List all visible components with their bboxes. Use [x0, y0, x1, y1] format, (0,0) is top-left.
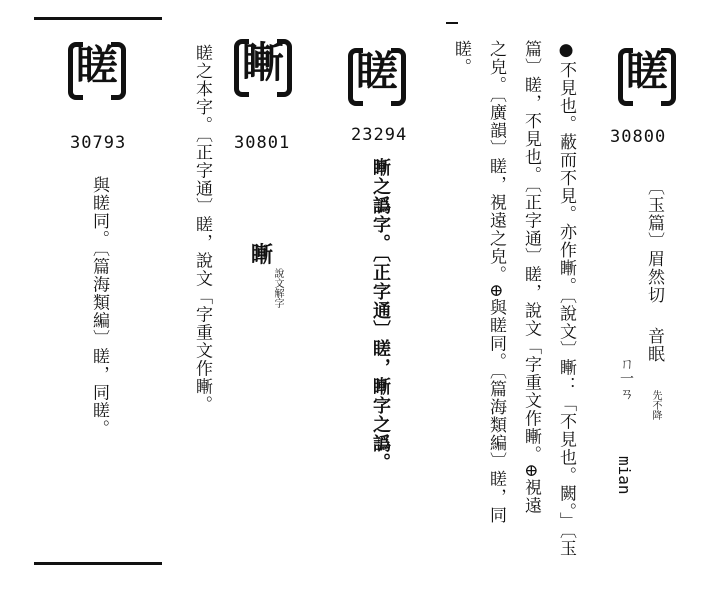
separator-dash — [446, 22, 458, 24]
entry-heading — [68, 38, 126, 94]
bottom-rule — [34, 562, 162, 565]
entry-heading — [348, 44, 406, 100]
entry-main-column: 與䁟同。〔篇海類編〕䁟，同䁟。 — [89, 176, 109, 438]
entry-main-column: 之皃。〔廣韻〕䁟，視遠之皃。⊕與䁟同。〔篇海類編〕䁟，同 — [486, 40, 506, 525]
pronunciation: 音眠 — [644, 327, 664, 363]
reading-note: 先不降 — [650, 390, 661, 420]
entry-heading — [618, 44, 676, 100]
entry-number: 30801 — [234, 133, 291, 153]
seal-source-note: 說文解字 — [272, 268, 283, 308]
heading-char: 䁪 — [241, 38, 284, 87]
entry-main-column: 䁪之譌字。〔正字通〕䁟，䁪字之譌。 — [370, 158, 391, 472]
romanization: mian — [615, 456, 634, 495]
heading-char: 䁟 — [625, 47, 668, 96]
entry-main-column: 䁟。 — [451, 40, 471, 76]
zhuyin: ㄇ一ㄢ — [618, 356, 634, 401]
seal-script-char: 䁪 — [251, 242, 274, 268]
heading-char: 䁟 — [75, 41, 118, 90]
entry-main-column: ●不見也。蔽而不見。亦作䁪。〔說文〕䁪：「不見也。闕。」〔玉 — [556, 40, 576, 558]
entry-main-column: 䁟之本字。〔正字通〕䁟，說文「字重文作䁪。 — [192, 44, 212, 414]
entry-number: 30800 — [610, 127, 667, 147]
entry-number: 30793 — [70, 133, 127, 153]
entry-number: 23294 — [351, 125, 408, 145]
heading-char: 䁟 — [355, 47, 398, 96]
entry-heading — [234, 35, 292, 91]
entry-main-column: 〔玉篇〕眉然切 — [644, 178, 664, 304]
entry-main-column: 篇〕䁟，不見也。〔正字通〕䁟，說文「字重文作䁪。⊕視遠 — [521, 40, 541, 515]
top-rule — [34, 17, 162, 20]
